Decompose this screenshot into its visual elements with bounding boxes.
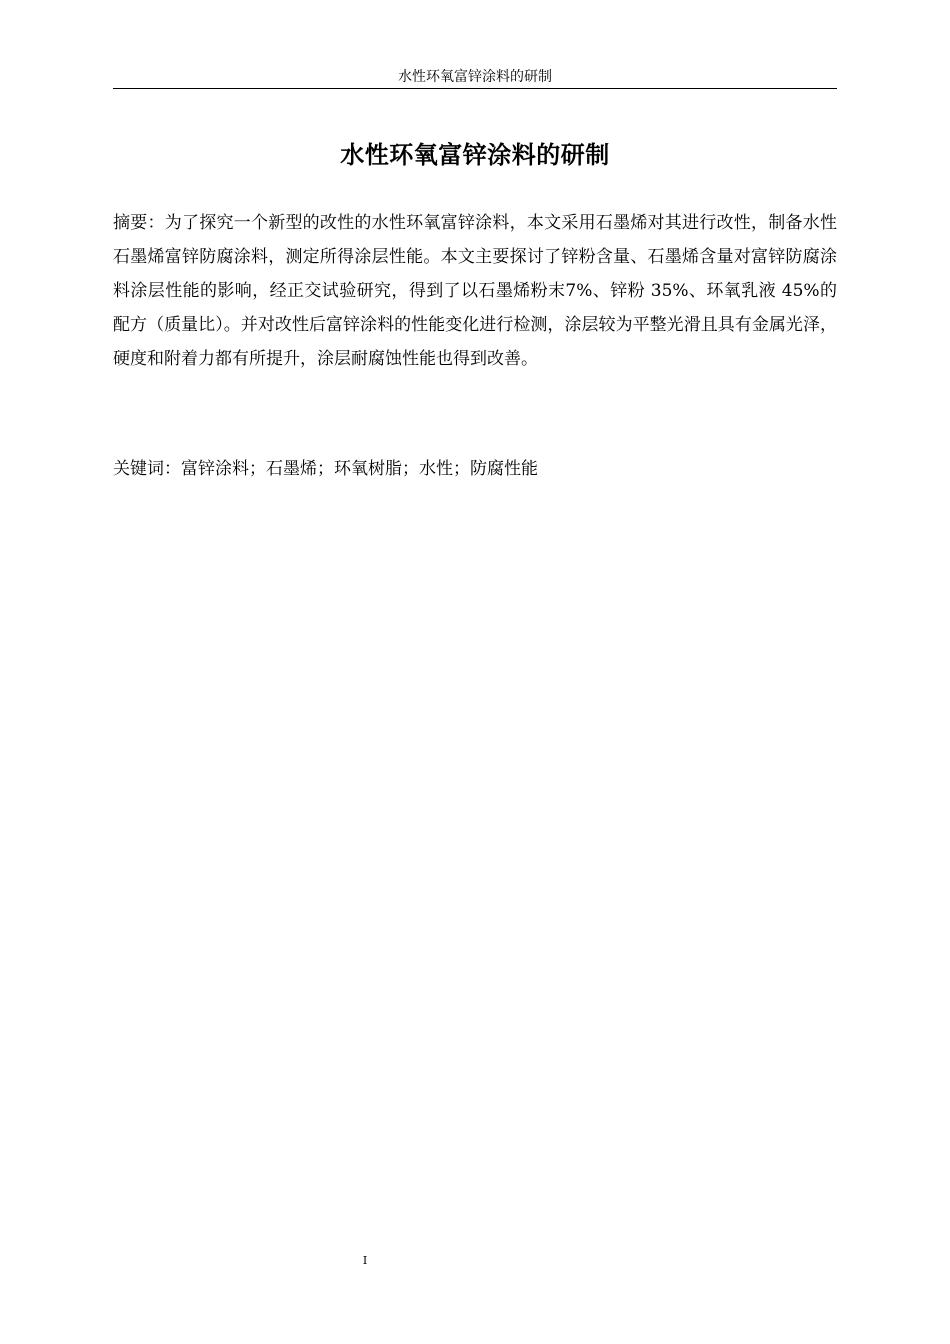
running-header: 水性环氧富锌涂料的研制	[398, 69, 552, 85]
keywords-paragraph	[113, 452, 837, 486]
header-rule	[113, 88, 837, 89]
abstract-text: 为了探究一个新型的改性的水性环氧富锌涂料，本文采用石墨烯对其进行改性，制备水性石墨烯富锌防腐涂料，测定所得涂层性能。本文主要探讨了锌粉含量、石墨烯含量对富锌防腐涂料涂层性能的影响，经正交试验研究，得到了以石墨烯粉末7%、锌粉 35%、环氧乳液 45%的配方（质量比）。并对改性后富锌涂料的性能变化进行检测，涂层较为平整光滑且具有金属光泽，硬度和附着力都有所提升，涂层耐腐蚀性能也得到改善。	[113, 213, 838, 369]
abstract-label: 摘要：	[113, 213, 165, 233]
page-number: I	[362, 1254, 368, 1267]
keywords-text: 富锌涂料；石墨烯；环氧树脂；水性；防腐性能	[181, 459, 538, 479]
keywords-label: 关键词：	[113, 459, 181, 479]
abstract-paragraph	[113, 206, 837, 376]
document-title: 水性环氧富锌涂料的研制	[340, 141, 610, 169]
